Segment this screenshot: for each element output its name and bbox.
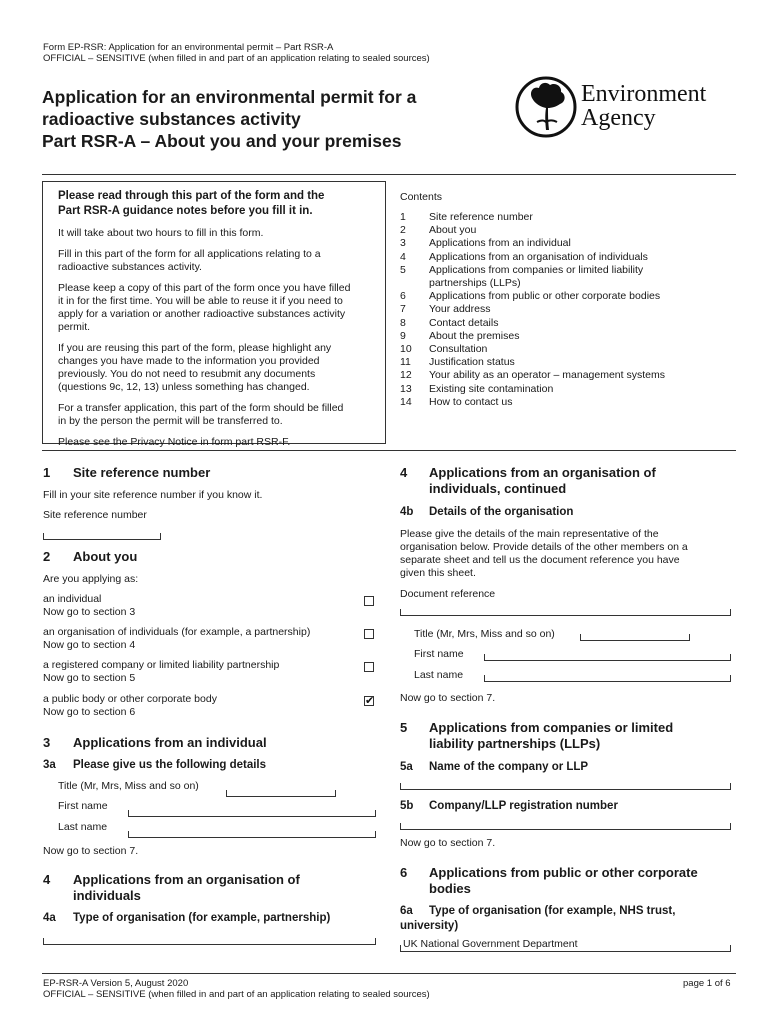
section-4b-number: 4b xyxy=(400,506,414,518)
environment-agency-logo-icon xyxy=(515,76,577,138)
footer-classification: OFFICIAL – SENSITIVE (when filled in and part of an application relating to sealed sources) xyxy=(43,989,430,1000)
page-title: Application for an environmental permit for a radioactive substances activity Part RSR-A – About you and your premises xyxy=(42,87,417,151)
contents-item-label: How to contact us xyxy=(429,395,513,408)
contents-item-number: 5 xyxy=(400,263,406,276)
contents-item xyxy=(400,211,533,224)
contents-item xyxy=(400,251,648,264)
contents-item-label: Applications from public or other corporate bodies xyxy=(429,290,661,303)
s4b-title-label: Title (Mr, Mrs, Miss and so on) xyxy=(414,628,555,640)
contents-item-label: Applications from an individual xyxy=(429,237,571,250)
section-4b-title: Details of the organisation xyxy=(429,506,574,518)
s6a-organisation-type-value: UK National Government Department xyxy=(403,938,578,950)
contents-item-label: Justification status xyxy=(429,356,515,369)
site-ref-label: Site reference number xyxy=(43,509,147,521)
section-6-title: Applications from public or other corporate bodies xyxy=(429,865,698,896)
section-4-cont-number: 4 xyxy=(400,465,408,480)
s3-goto: Now go to section 7. xyxy=(43,845,139,857)
contents-item xyxy=(400,343,487,356)
section-6-number: 6 xyxy=(400,865,408,880)
contents-item xyxy=(400,369,665,382)
section-4-title: Applications from an organisation of individuals xyxy=(73,872,300,903)
section-4-cont-title: Applications from an organisation of individuals, continued xyxy=(429,465,656,496)
intro-text: It will take about two hours to fill in this form. Fill in this part of the form for all applications relating to a radioactive substances activity. Please keep a copy of this part of the form once you have filled it in for the first time. You will be able to reuse it if you need to apply for a variation or another radioactive substances activity permit. If you are reusing this part of the form, please highlight any changes you have made to the information you provided previously. You do not need to resubmit any documents (questions 9c, 12, 13) unless something has changed. For a transfer application, this part of the form should be filled in by the person the permit will be transferred to. Please see the Privacy Notice in form part RSR-F. xyxy=(58,227,351,448)
s3-title-input[interactable] xyxy=(226,790,336,797)
option-company: a registered company or limited liability partnership Now go to section 5 xyxy=(43,659,280,684)
individual-checkbox[interactable] xyxy=(364,596,374,606)
section-2-number: 2 xyxy=(43,549,51,564)
contents-item-number: 4 xyxy=(400,250,406,263)
contents-item-number: 2 xyxy=(400,224,406,237)
contents-item-number: 11 xyxy=(400,356,411,369)
contents-item-label: Consultation xyxy=(429,343,488,355)
s4b-title-input[interactable] xyxy=(580,634,690,641)
s4b-doc-ref-input[interactable] xyxy=(400,609,731,616)
logo-wordmark: Environment Agency xyxy=(581,81,707,131)
contents-item-number: 9 xyxy=(400,329,406,342)
contents-item xyxy=(400,356,515,369)
footer-version: EP-RSR-A Version 5, August 2020 xyxy=(43,978,189,989)
section-3a-number: 3a xyxy=(43,759,56,771)
contents-item xyxy=(400,317,498,330)
company-checkbox[interactable] xyxy=(364,662,374,672)
section-5a-number: 5a xyxy=(400,761,413,773)
contents-item-label: Applications from an organisation of individuals xyxy=(429,250,648,263)
contents-item-label: Your ability as an operator – management systems xyxy=(429,369,665,382)
contents-item xyxy=(400,237,571,250)
section-6a-number: 6a xyxy=(400,905,413,917)
contents-item-number: 10 xyxy=(400,343,412,355)
contents-item-label: Contact details xyxy=(429,316,499,329)
s3-first-name-input[interactable] xyxy=(128,810,376,817)
contents-item xyxy=(400,303,491,316)
contents-item-number: 14 xyxy=(400,395,412,408)
contents-item xyxy=(400,290,660,303)
contents-item xyxy=(400,277,521,290)
contents-item-label: Your address xyxy=(429,303,491,316)
section-5a-title: Name of the company or LLP xyxy=(429,761,589,773)
section-3-title: Applications from an individual xyxy=(73,735,267,750)
s4b-doc-ref-label: Document reference xyxy=(400,588,496,600)
contents-item xyxy=(400,330,519,343)
section-4a-number: 4a xyxy=(43,912,56,924)
section-5-number: 5 xyxy=(400,720,408,735)
s4b-goto: Now go to section 7. xyxy=(400,692,496,704)
s4b-last-name-input[interactable] xyxy=(484,675,731,682)
organisation-checkbox[interactable] xyxy=(364,629,374,639)
footer-page-number: page 1 of 6 xyxy=(683,978,731,989)
section-6a-title-line1: Type of organisation (for example, NHS trust, xyxy=(429,905,676,917)
s3-title-label: Title (Mr, Mrs, Miss and so on) xyxy=(58,780,199,792)
applying-as-question: Are you applying as: xyxy=(43,573,139,585)
intro-heading: Please read through this part of the form and the Part RSR-A guidance notes before you fill it in. xyxy=(58,190,325,217)
s4a-organisation-type-input[interactable] xyxy=(43,938,376,945)
s3-first-name-label: First name xyxy=(58,800,108,812)
section-3-number: 3 xyxy=(43,735,51,750)
contents-item-number: 12 xyxy=(400,369,412,382)
contents-item-number: 1 xyxy=(400,211,406,223)
section-5-title: Applications from companies or limited liability partnerships (LLPs) xyxy=(429,720,674,751)
contents-item-number: 6 xyxy=(400,290,406,303)
s5b-registration-input[interactable] xyxy=(400,823,731,830)
contents-heading: Contents xyxy=(400,191,443,203)
section-3a-title: Please give us the following details xyxy=(73,759,266,771)
contents-item-label: Applications from companies or limited liability xyxy=(429,263,644,276)
contents-item-number: 8 xyxy=(400,316,406,329)
header-form-line: Form EP-RSR: Application for an environmental permit – Part RSR-A xyxy=(43,42,334,53)
contents-item xyxy=(400,224,476,237)
site-ref-input[interactable] xyxy=(43,533,161,540)
contents-item xyxy=(400,396,512,409)
contents-item-label: partnerships (LLPs) xyxy=(429,277,521,289)
s4b-instructions: Please give the details of the main representative of the organisation below. Provide details of the other members on a separate sheet and tell us the document reference you have given this sheet. xyxy=(400,528,688,579)
contents-item-label: Site reference number xyxy=(429,211,533,223)
header-classification-line: OFFICIAL – SENSITIVE (when filled in and part of an application relating to sealed sources) xyxy=(43,53,430,64)
section-2-title: About you xyxy=(73,549,138,564)
section-1-number: 1 xyxy=(43,465,51,480)
s3-last-name-input[interactable] xyxy=(128,831,376,838)
s4b-first-name-input[interactable] xyxy=(484,654,731,661)
section-1-title: Site reference number xyxy=(73,465,211,480)
contents-item-number: 7 xyxy=(400,303,406,316)
section-4a-title: Type of organisation (for example, partnership) xyxy=(73,912,331,924)
option-organisation: an organisation of individuals (for example, a partnership) Now go to section 4 xyxy=(43,626,311,651)
option-individual: an individual Now go to section 3 xyxy=(43,593,136,618)
s5a-company-name-input[interactable] xyxy=(400,783,731,790)
section-5b-number: 5b xyxy=(400,800,414,812)
contents-item-label: Existing site contamination xyxy=(429,382,554,395)
section-6a-title-line2: university) xyxy=(400,920,459,932)
s5-goto: Now go to section 7. xyxy=(400,837,496,849)
contents-item xyxy=(400,264,643,277)
section-5b-title: Company/LLP registration number xyxy=(429,800,618,812)
section-4-number: 4 xyxy=(43,872,51,887)
contents-item-label: About the premises xyxy=(429,329,520,342)
public-body-checkbox[interactable] xyxy=(364,696,374,706)
option-public-body: a public body or other corporate body Now go to section 6 xyxy=(43,693,217,718)
s4b-first-name-label: First name xyxy=(414,648,464,660)
contents-item-label: About you xyxy=(429,224,477,237)
contents-item-number: 3 xyxy=(400,237,406,250)
site-ref-instruction: Fill in your site reference number if you know it. xyxy=(43,489,263,501)
contents-item-number: 13 xyxy=(400,382,412,395)
contents-item xyxy=(400,383,553,396)
s4b-last-name-label: Last name xyxy=(414,669,464,681)
s3-last-name-label: Last name xyxy=(58,821,108,833)
